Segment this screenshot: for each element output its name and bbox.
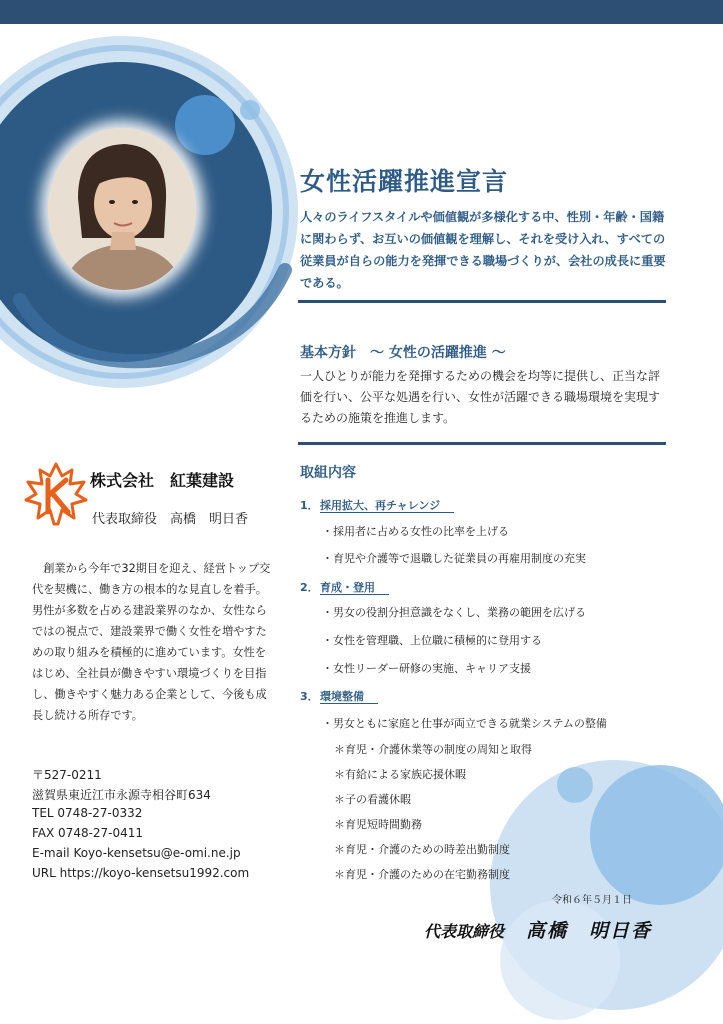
effort-item: ・女性リーダー研修の実施、キャリア支援 [322, 662, 531, 675]
signature-title: 代表取締役 [424, 922, 505, 941]
effort-subitem: ＊育児・介護のための時差出勤制度 [334, 843, 510, 856]
effort-item: ・育児や介護等で退職した従業員の再雇用制度の充実 [322, 552, 586, 565]
category-heading [300, 579, 389, 595]
category-number: 3． [300, 690, 319, 703]
category-title: 採用拡大、再チャレンジ [320, 499, 454, 513]
ceo-portrait-photo [48, 128, 196, 290]
ink-dot-tiny [240, 100, 260, 120]
ceo-title-name: 代表取締役 高橋 明日香 [92, 512, 249, 527]
category-title: 環境整備 [320, 690, 378, 704]
category-heading [300, 688, 378, 704]
effort-item: ・男女ともに家庭と仕事が両立できる就業システムの整備 [322, 717, 607, 730]
declaration-date: 令和６年５月１日 [552, 895, 632, 906]
efforts-heading: 取組内容 [300, 465, 356, 481]
effort-subitem: ＊育児・介護休業等の制度の周知と取得 [334, 743, 532, 756]
website-url[interactable]: URL https://koyo-kensetsu1992.com [32, 866, 250, 880]
declaration-title: 女性活躍推進宣言 [300, 167, 509, 196]
effort-subitem: ＊有給による家族応援休暇 [334, 768, 466, 781]
signature-name: 高橋 明日香 [526, 920, 653, 942]
effort-subitem: ＊育児短時間勤務 [334, 818, 422, 831]
phone-number: TEL 0748-27-0332 [32, 806, 143, 820]
policy-heading: 基本方針 ～ 女性の活躍推進 ～ [300, 345, 506, 361]
signature [424, 916, 652, 943]
portrait-illustration [48, 128, 196, 290]
bottom-circle-small [557, 767, 593, 803]
category-number: 1． [300, 499, 319, 512]
address: 滋賀県東近江市永源寺相谷町634 [32, 788, 211, 802]
maple-leaf-k-logo-icon [24, 462, 88, 526]
effort-item: ・女性を管理職、上位職に積極的に登用する [322, 634, 542, 647]
policy-text: 一人ひとりが能力を発揮するための機会を均等に提供し、正当な評価を行い、公平な処遇を行い、女性が活躍できる職場環境を実現するための施策を推進します。 [300, 369, 661, 425]
category-title: 育成・登用 [320, 581, 389, 595]
category-number: 2． [300, 581, 319, 594]
company-name: 株式会社 紅葉建設 [90, 471, 235, 490]
postal-code: 〒527-0211 [32, 768, 102, 782]
section-divider [298, 442, 666, 445]
effort-item: ・男女の役割分担意識をなくし、業務の範囲を広げる [322, 606, 586, 619]
ink-dot-small [175, 95, 235, 155]
effort-subitem: ＊子の看護休暇 [334, 793, 411, 806]
declaration-lead-text: 人々のライフスタイルや価値観が多様化する中、性別・年齢・国籍に関わらず、お互いの価値観を理解し、それを受け入れ、すべての従業員が自らの能力を発揮できる職場づくりが、会社の成長に重要である。 [300, 210, 666, 290]
email-address[interactable]: E-mail Koyo-kensetsu@e-omi.ne.jp [32, 846, 241, 860]
fax-number: FAX 0748-27-0411 [32, 826, 144, 840]
neck [110, 232, 136, 250]
effort-item: ・採用者に占める女性の比率を上げる [322, 525, 509, 538]
company-story: 創業から今年で32期目を迎え、経営トップ交代を契機に、働き方の根本的な見直しを着手。男性が多数を占める建設業界のなか、女性ならではの視点で、建設業界で働く女性を増やすための取り組みを積極的に進めています。女性をはじめ、全社員が働きやすい環境づくりを目指し、働きやすく魅力ある企業として、今後も成長し続ける所存です。 [32, 562, 271, 722]
section-divider [298, 300, 666, 303]
effort-subitem: ＊育児・介護のための在宅勤務制度 [334, 868, 510, 881]
category-heading [300, 497, 454, 513]
